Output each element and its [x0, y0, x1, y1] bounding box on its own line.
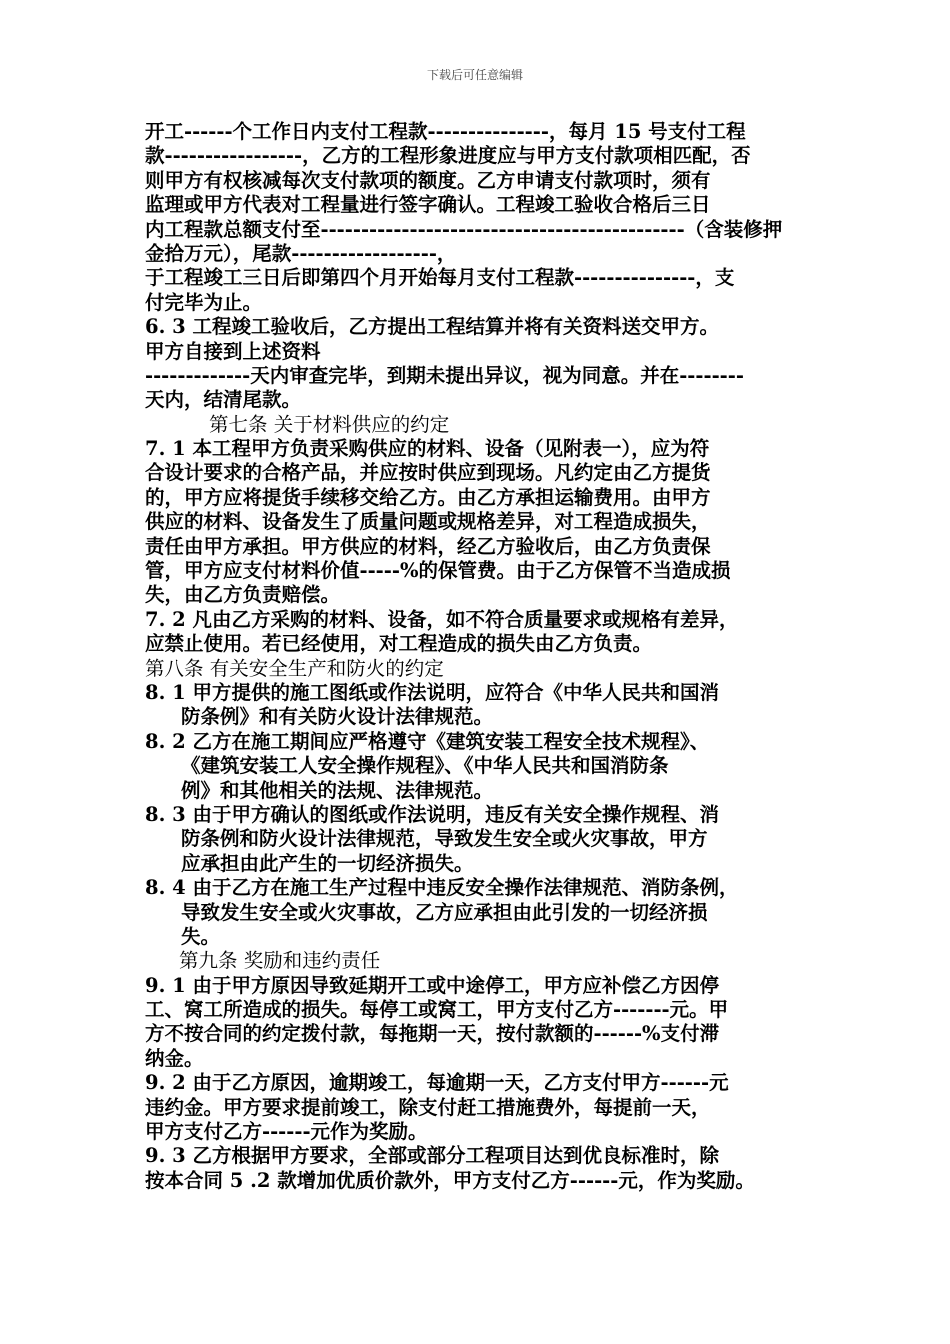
- text-line: 责任由甲方承担。甲方供应的材料，经乙方验收后，由乙方负责保: [145, 534, 711, 558]
- text-line: 防条例和防火设计法律规范，导致发生安全或火灾事故，甲方: [181, 827, 708, 851]
- text-line: 例》和其他相关的法规、法律规范。: [181, 778, 494, 802]
- text-line: 付完毕为止。: [145, 290, 263, 314]
- text-line: 违约金。甲方要求提前竣工，除支付赶工措施费外，每提前一天，: [145, 1095, 711, 1119]
- clause-9-3: 9. 3 乙方根据甲方要求，全部或部分工程项目达到优良标准时，除: [145, 1144, 720, 1168]
- article-8-heading: 第八条 有关安全生产和防火的约定: [145, 656, 444, 680]
- clause-9-2: 9. 2 由于乙方原因，逾期竣工，每逾期一天，乙方支付甲方------元: [145, 1071, 729, 1095]
- text-line: 的，甲方应将提货手续移交给乙方。由乙方承担运输费用。由甲方: [145, 485, 711, 509]
- text-line: 失。: [181, 924, 221, 948]
- clause-7-2: 7. 2 凡由乙方采购的材料、设备，如不符合质量要求或规格有差异，: [145, 607, 739, 631]
- text-line: 方不按合同的约定拨付款，每拖期一天，按付款额的------%支付滞: [145, 1022, 720, 1046]
- text-line: 甲方支付乙方------元作为奖励。: [145, 1120, 428, 1144]
- text-line: 内工程款总额支付至---------------------------------------------（含装修押: [145, 217, 783, 241]
- text-line: 导致发生安全或火灾事故，乙方应承担由此引发的一切经济损: [181, 900, 708, 924]
- text-line: 款-----------------，乙方的工程形象进度应与甲方支付款项相匹配，否: [145, 144, 751, 168]
- text-line: -------------天内审查完毕，到期未提出异议，视为同意。并在--------: [145, 363, 744, 387]
- text-line: 失，由乙方负责赔偿。: [145, 583, 341, 607]
- clause-7-1: 7. 1 本工程甲方负责采购供应的材料、设备（见附表一），应为符: [145, 437, 710, 461]
- clause-6-3: 6. 3 工程竣工验收后，乙方提出工程结算并将有关资料送交甲方。: [145, 315, 720, 339]
- text-line: 则甲方有权核减每次支付款项的额度。乙方申请支付款项时，须有: [145, 168, 711, 192]
- clause-8-2: 8. 2 乙方在施工期间应严格遵守《建筑安装工程安全技术规程》、: [145, 729, 710, 753]
- text-line: 防条例》和有关防火设计法律规范。: [181, 705, 494, 729]
- page-header: 下载后可任意编辑: [426, 68, 523, 82]
- text-line: 《建筑安装工人安全操作规程》、《中华人民共和国消防条: [181, 754, 669, 778]
- text-line: 应禁止使用。若已经使用，对工程造成的损失由乙方负责。: [145, 632, 653, 656]
- text-line: 开工------个工作日内支付工程款---------------，每月 15 号支付工程: [145, 120, 746, 143]
- text-line: 纳金。: [145, 1046, 204, 1070]
- text-line: 管，甲方应支付材料价值-----%的保管费。由于乙方保管不当造成损: [145, 559, 731, 583]
- text-line: 供应的材料、设备发生了质量问题或规格差异，对工程造成损失，: [145, 510, 711, 534]
- text-line: 应承担由此产生的一切经济损失。: [181, 851, 474, 875]
- text-line: 天内，结清尾款。: [145, 388, 302, 412]
- clause-8-1: 8. 1 甲方提供的施工图纸或作法说明，应符合《中华人民共和国消: [145, 680, 720, 704]
- clause-9-1: 9. 1 由于甲方原因导致延期开工或中途停工，甲方应补偿乙方因停: [145, 973, 720, 997]
- text-line: 按本合同 5 .2 款增加优质价款外，甲方支付乙方------元，作为奖励。: [145, 1168, 755, 1192]
- text-line: 合设计要求的合格产品，并应按时供应到现场。凡约定由乙方提货: [145, 461, 711, 485]
- text-line: 工、窝工所造成的损失。每停工或窝工，甲方支付乙方-------元。甲: [145, 998, 729, 1022]
- article-9-heading: 第九条 奖励和违约责任: [179, 949, 381, 973]
- text-line: 监理或甲方代表对工程量进行签字确认。工程竣工验收合格后三日: [145, 193, 711, 217]
- text-line: 金拾万元），尾款------------------，: [145, 241, 457, 265]
- text-line: 于工程竣工三日后即第四个月开始每月支付工程款---------------，支: [145, 266, 735, 290]
- text-line: 甲方自接到上述资料: [145, 339, 321, 363]
- clause-8-4: 8. 4 由于乙方在施工生产过程中违反安全操作法律规范、消防条例，: [145, 876, 739, 900]
- article-7-heading: 第七条 关于材料供应的约定: [209, 412, 450, 436]
- document-body: [145, 120, 815, 1193]
- clause-8-3: 8. 3 由于甲方确认的图纸或作法说明，违反有关安全操作规程、消: [145, 802, 720, 826]
